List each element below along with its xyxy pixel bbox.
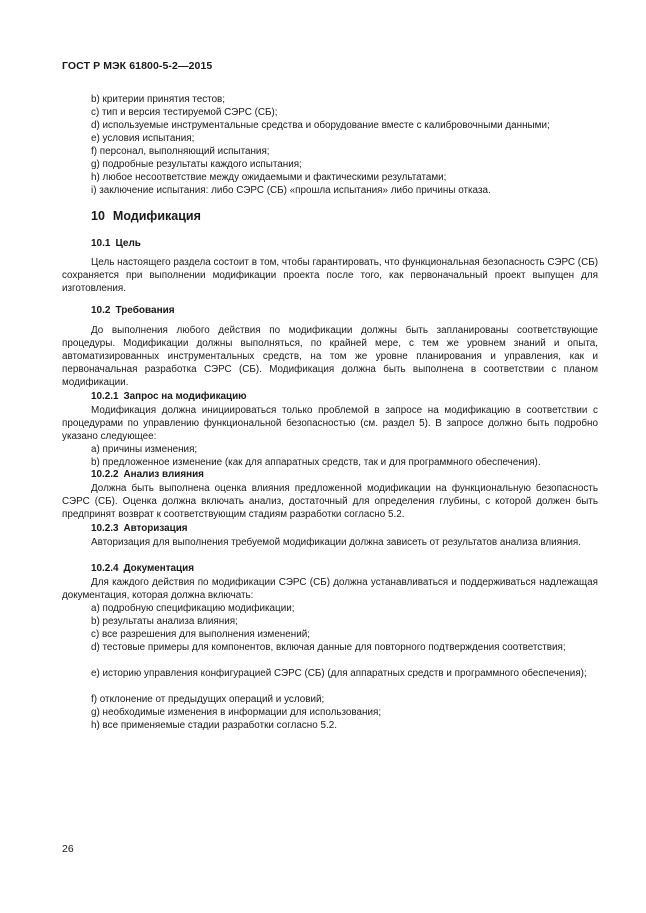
section-heading — [91, 209, 201, 223]
subsection-number: 10.2 — [91, 305, 111, 316]
list-item: b) результаты анализа влияния; — [91, 616, 238, 627]
list-item: f) персонал, выполняющий испытания; — [91, 146, 270, 157]
clause-title: Документация — [123, 563, 194, 574]
list-item: i) заключение испытания: либо СЭРС (СБ) «прошла испытания» либо причины отказа. — [91, 185, 491, 196]
clause-heading — [91, 391, 247, 402]
paragraph: Должна быть выполнена оценка влияния предложенной модификации на функциональную безопасность СЭРС (СБ). Оценка должна включать анализ, достаточный для определения глубины, с которой должен быть предпринят возврат к соответствующим стадиям разработки согласно 5.2. — [62, 483, 598, 520]
subsection-number: 10.1 — [91, 238, 111, 249]
list-item: g) необходимые изменения в информации для использования; — [91, 707, 382, 718]
list-item: e) условия испытания; — [91, 133, 195, 144]
clause-number: 10.2.3 — [91, 523, 119, 534]
clause-title: Запрос на модификацию — [123, 391, 247, 402]
paragraph: Цель настоящего раздела состоит в том, чтобы гарантировать, что функциональная безопасность СЭРС (СБ) сохраняется при выполнении модификации проекта после того, как первоначальный проект выпущен для изготовления. — [62, 257, 598, 294]
list-item: a) причины изменения; — [91, 444, 198, 455]
clause-number: 10.2.2 — [91, 469, 119, 480]
clause-title: Авторизация — [123, 523, 188, 534]
paragraph: Авторизация для выполнения требуемой модификации должна зависеть от результатов анализа влияния. — [91, 537, 582, 548]
clause-title: Анализ влияния — [123, 469, 204, 480]
subsection-title: Цель — [115, 238, 141, 249]
section-title: Модификация — [112, 209, 201, 223]
list-item: e) историю управления конфигурацией СЭРС (СБ) (для аппаратных средств и программного обеспечения); — [91, 668, 587, 679]
list-item: g) подробные результаты каждого испытания; — [91, 159, 302, 170]
subsection-title: Требования — [115, 305, 175, 316]
list-item: a) подробную спецификацию модификации; — [91, 603, 295, 614]
list-item: c) все разрешения для выполнения изменений; — [91, 629, 310, 640]
page-number: 26 — [62, 843, 74, 855]
clause-number: 10.2.4 — [91, 563, 119, 574]
paragraph: Модификация должна инициироваться только проблемой в запросе на модификацию в соответствии с процедурами по управлению функциональной безопасностью (см. раздел 5). В запросе должно быть подробно указано следующее: — [62, 405, 598, 442]
paragraph: До выполнения любого действия по модификации должны быть запланированы соответствующие процедуры. Модификации должны выполняться, по крайней мере, с тем же уровнем знаний и опыта, автоматизированных инструментальных средств, на том же уровне планирования и управления, как и первоначальная разработка СЭРС (СБ). Модификация должна быть выполнена в соответствии с планом модификации. — [62, 325, 598, 388]
list-item: h) любое несоответствие между ожидаемыми и фактическими результатами; — [91, 172, 447, 183]
paragraph: Для каждого действия по модификации СЭРС (СБ) должна устанавливаться и поддерживаться надлежащая документация, которая должна включать: — [62, 577, 598, 601]
clause-number: 10.2.1 — [91, 391, 119, 402]
list-item: h) все применяемые стадии разработки согласно 5.2. — [91, 720, 337, 731]
list-item: b) предложенное изменение (как для аппаратных средств, так и для программного обеспечения). — [91, 457, 541, 468]
list-item: c) тип и версия тестируемой СЭРС (СБ); — [91, 107, 278, 118]
list-item: d) тестовые примеры для компонентов, включая данные для повторного подтверждения соответствия; — [91, 642, 566, 653]
subsection-heading — [91, 305, 175, 316]
clause-heading — [91, 563, 194, 574]
list-item: f) отклонение от предыдущих операций и условий; — [91, 694, 325, 705]
running-header: ГОСТ Р МЭК 61800-5-2—2015 — [62, 60, 213, 72]
list-item: d) используемые инструментальные средства и оборудование вместе с калибровочными данными; — [91, 120, 550, 131]
clause-heading — [91, 523, 188, 534]
list-item: b) критерии принятия тестов; — [91, 94, 226, 105]
section-number: 10 — [91, 209, 105, 223]
clause-heading — [91, 469, 204, 480]
subsection-heading — [91, 238, 141, 249]
